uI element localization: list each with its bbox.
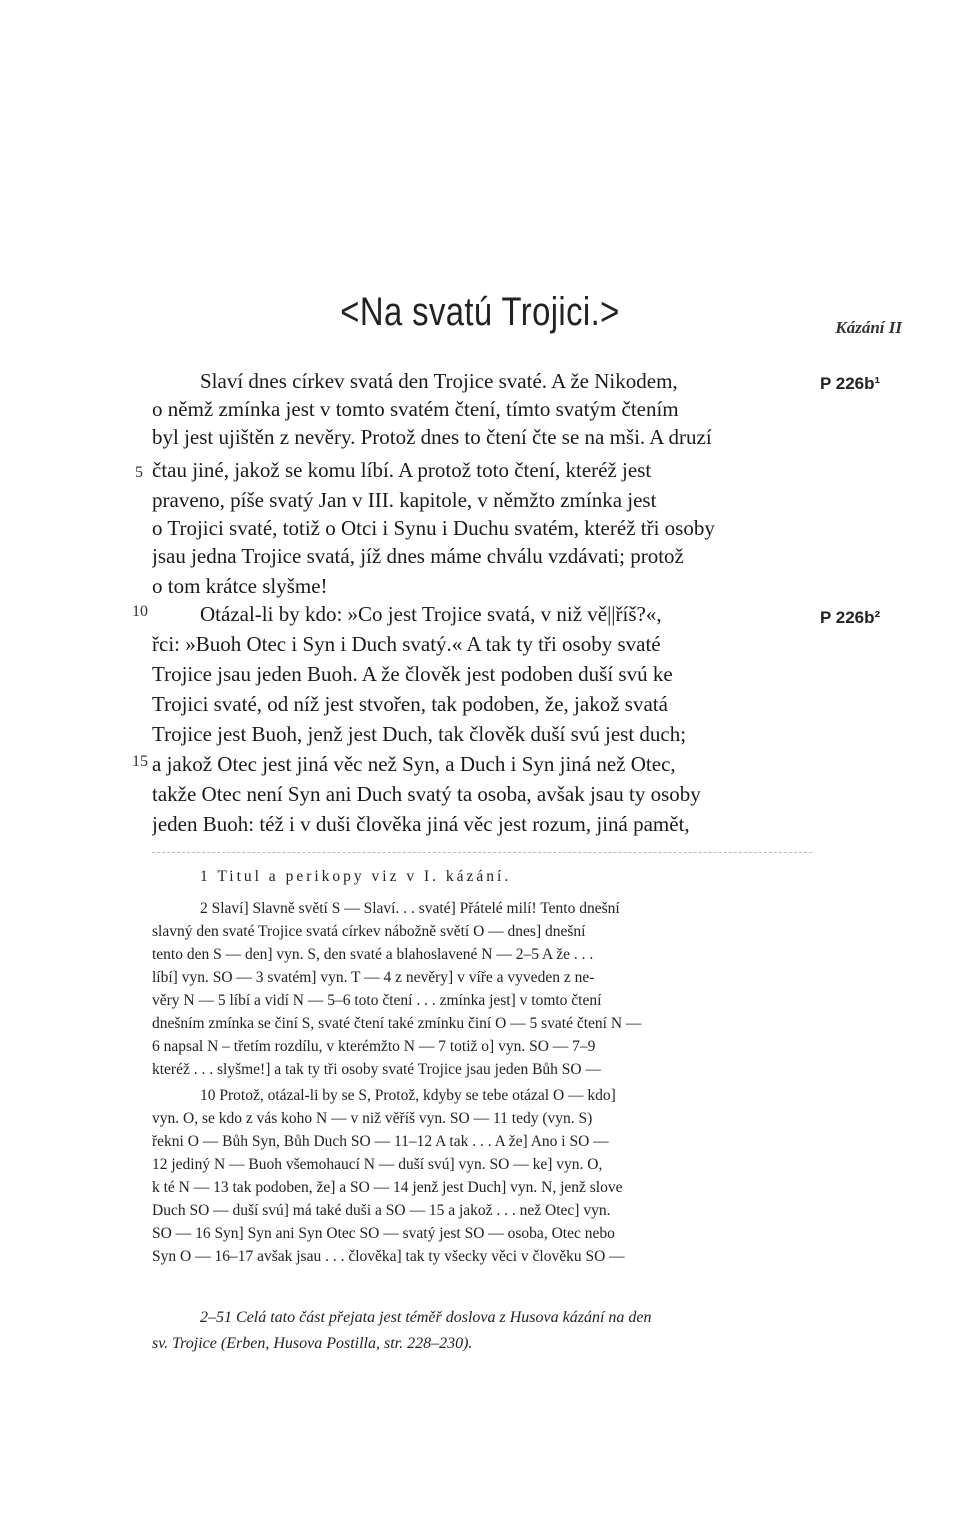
sermon-label: Kázání II: [835, 318, 902, 337]
footnote-line: Duch SO — duší svú] má také duši a SO — 15 a jakož . . . než Otec] vyn.: [152, 1202, 611, 1219]
footnote-line: věry N — 5 líbí a vidí N — 5–6 toto čtení . . . zmínka jest] v tomto čtení: [152, 992, 602, 1009]
footnote-line: 10 Protož, otázal-li by se S, Protož, kdyby se tebe otázal O — kdo]: [200, 1087, 616, 1104]
footnote-line: 1 Titul a perikopy viz v I. kázání.: [200, 868, 512, 885]
page-title: <Na svatú Trojici.>: [340, 290, 620, 334]
line-number-10: 10: [132, 603, 148, 620]
footnote-line: vyn. O, se kdo z vás koho N — v niž věříš vyn. SO — 11 tedy (vyn. S): [152, 1110, 593, 1127]
footnote-line: Syn O — 16–17 avšak jsau . . . člověka] tak ty všecky věci v člověku SO —: [152, 1248, 625, 1265]
main-line: takže Otec není Syn ani Duch svatý ta osoba, avšak jsau ty osoby: [152, 782, 701, 806]
footnote-line: SO — 16 Syn] Syn ani Syn Otec SO — svatý jest SO — osoba, Otec nebo: [152, 1225, 615, 1242]
footnote-line: řekni O — Bůh Syn, Bůh Duch SO — 11–12 A tak . . . A že] Ano i SO —: [152, 1133, 609, 1150]
main-line: jsau jedna Trojice svatá, jíž dnes máme chválu vzdávati; protož: [152, 544, 684, 568]
side-label-p226b1: P 226b¹: [820, 374, 881, 393]
main-line: Trojice jest Buoh, jenž jest Duch, tak člověk duší svú jest duch;: [152, 722, 687, 746]
footnote-line: líbí] vyn. SO — 3 svatém] vyn. T — 4 z nevěry] v víře a vyveden z ne-: [152, 969, 595, 986]
main-line: o tom krátce slyšme!: [152, 574, 328, 598]
main-line: čtau jiné, jakož se komu líbí. A protož toto čtení, kteréž jest: [152, 458, 652, 482]
main-line: řci: »Buoh Otec i Syn i Duch svatý.« A tak ty tři osoby svaté: [152, 632, 661, 656]
main-line: Otázal-li by kdo: »Co jest Trojice svatá, v niž vě||říš?«,: [200, 602, 662, 626]
line-number-15: 15: [132, 753, 148, 770]
main-line: Trojice jsau jeden Buoh. A že člověk jest podoben duší svú ke: [152, 662, 673, 686]
footnote-line: 12 jediný N — Buoh všemohaucí N — duší svú] vyn. SO — ke] vyn. O,: [152, 1156, 603, 1173]
main-line: praveno, píše svatý Jan v III. kapitole, v němžto zmínka jest: [152, 488, 657, 512]
footnote-line: kteréž . . . slyšme!] a tak ty tři osoby svaté Trojice jsau jeden Bůh SO —: [152, 1061, 602, 1078]
main-line: a jakož Otec jest jiná věc než Syn, a Duch i Syn jiná než Otec,: [152, 752, 676, 776]
footnote-line: tento den S — den] vyn. S, den svaté a blahoslavené N — 2–5 A že . . .: [152, 946, 594, 963]
main-line: jeden Buoh: též i v duši člověka jiná věc jest rozum, jiná pamět,: [152, 812, 690, 836]
main-line: o němž zmínka jest v tomto svatém čtení, tímto svatým čtením: [152, 397, 679, 421]
main-line: o Trojici svaté, totiž o Otci i Synu i Duchu svatém, kteréž tři osoby: [152, 516, 715, 540]
footnote-divider: [152, 852, 812, 853]
main-line: byl jest ujištěn z nevěry. Protož dnes to čtení čte se na mši. A druzí: [152, 425, 712, 449]
main-line: Trojici svaté, od níž jest stvořen, tak podoben, že, jakož svatá: [152, 692, 668, 716]
source-note-line: 2–51 Celá tato část přejata jest téměř doslova z Husova kázání na den: [200, 1309, 652, 1326]
side-label-p226b2: P 226b²: [820, 608, 881, 627]
footnote-line: 6 napsal N – třetím rozdílu, v kterémžto N — 7 totiž o] vyn. SO — 7–9: [152, 1038, 596, 1055]
footnote-line: k té N — 13 tak podoben, že] a SO — 14 jenž jest Duch] vyn. N, jenž slove: [152, 1179, 623, 1196]
footnote-line: 2 Slaví] Slavně světí S — Slaví. . . svaté] Přátelé milí! Tento dnešní: [200, 900, 620, 917]
main-line: Slaví dnes církev svatá den Trojice svaté. A že Nikodem,: [200, 369, 678, 393]
source-note-line: sv. Trojice (Erben, Husova Postilla, str. 228–230).: [152, 1335, 473, 1352]
line-number-5: 5: [135, 464, 143, 481]
footnote-line: slavný den svaté Trojice svatá církev nábožně světí O — dnes] dnešní: [152, 923, 586, 940]
footnote-line: dnešním zmínka se činí S, svaté čtení také zmínku činí O — 5 svaté čtení N —: [152, 1015, 642, 1032]
